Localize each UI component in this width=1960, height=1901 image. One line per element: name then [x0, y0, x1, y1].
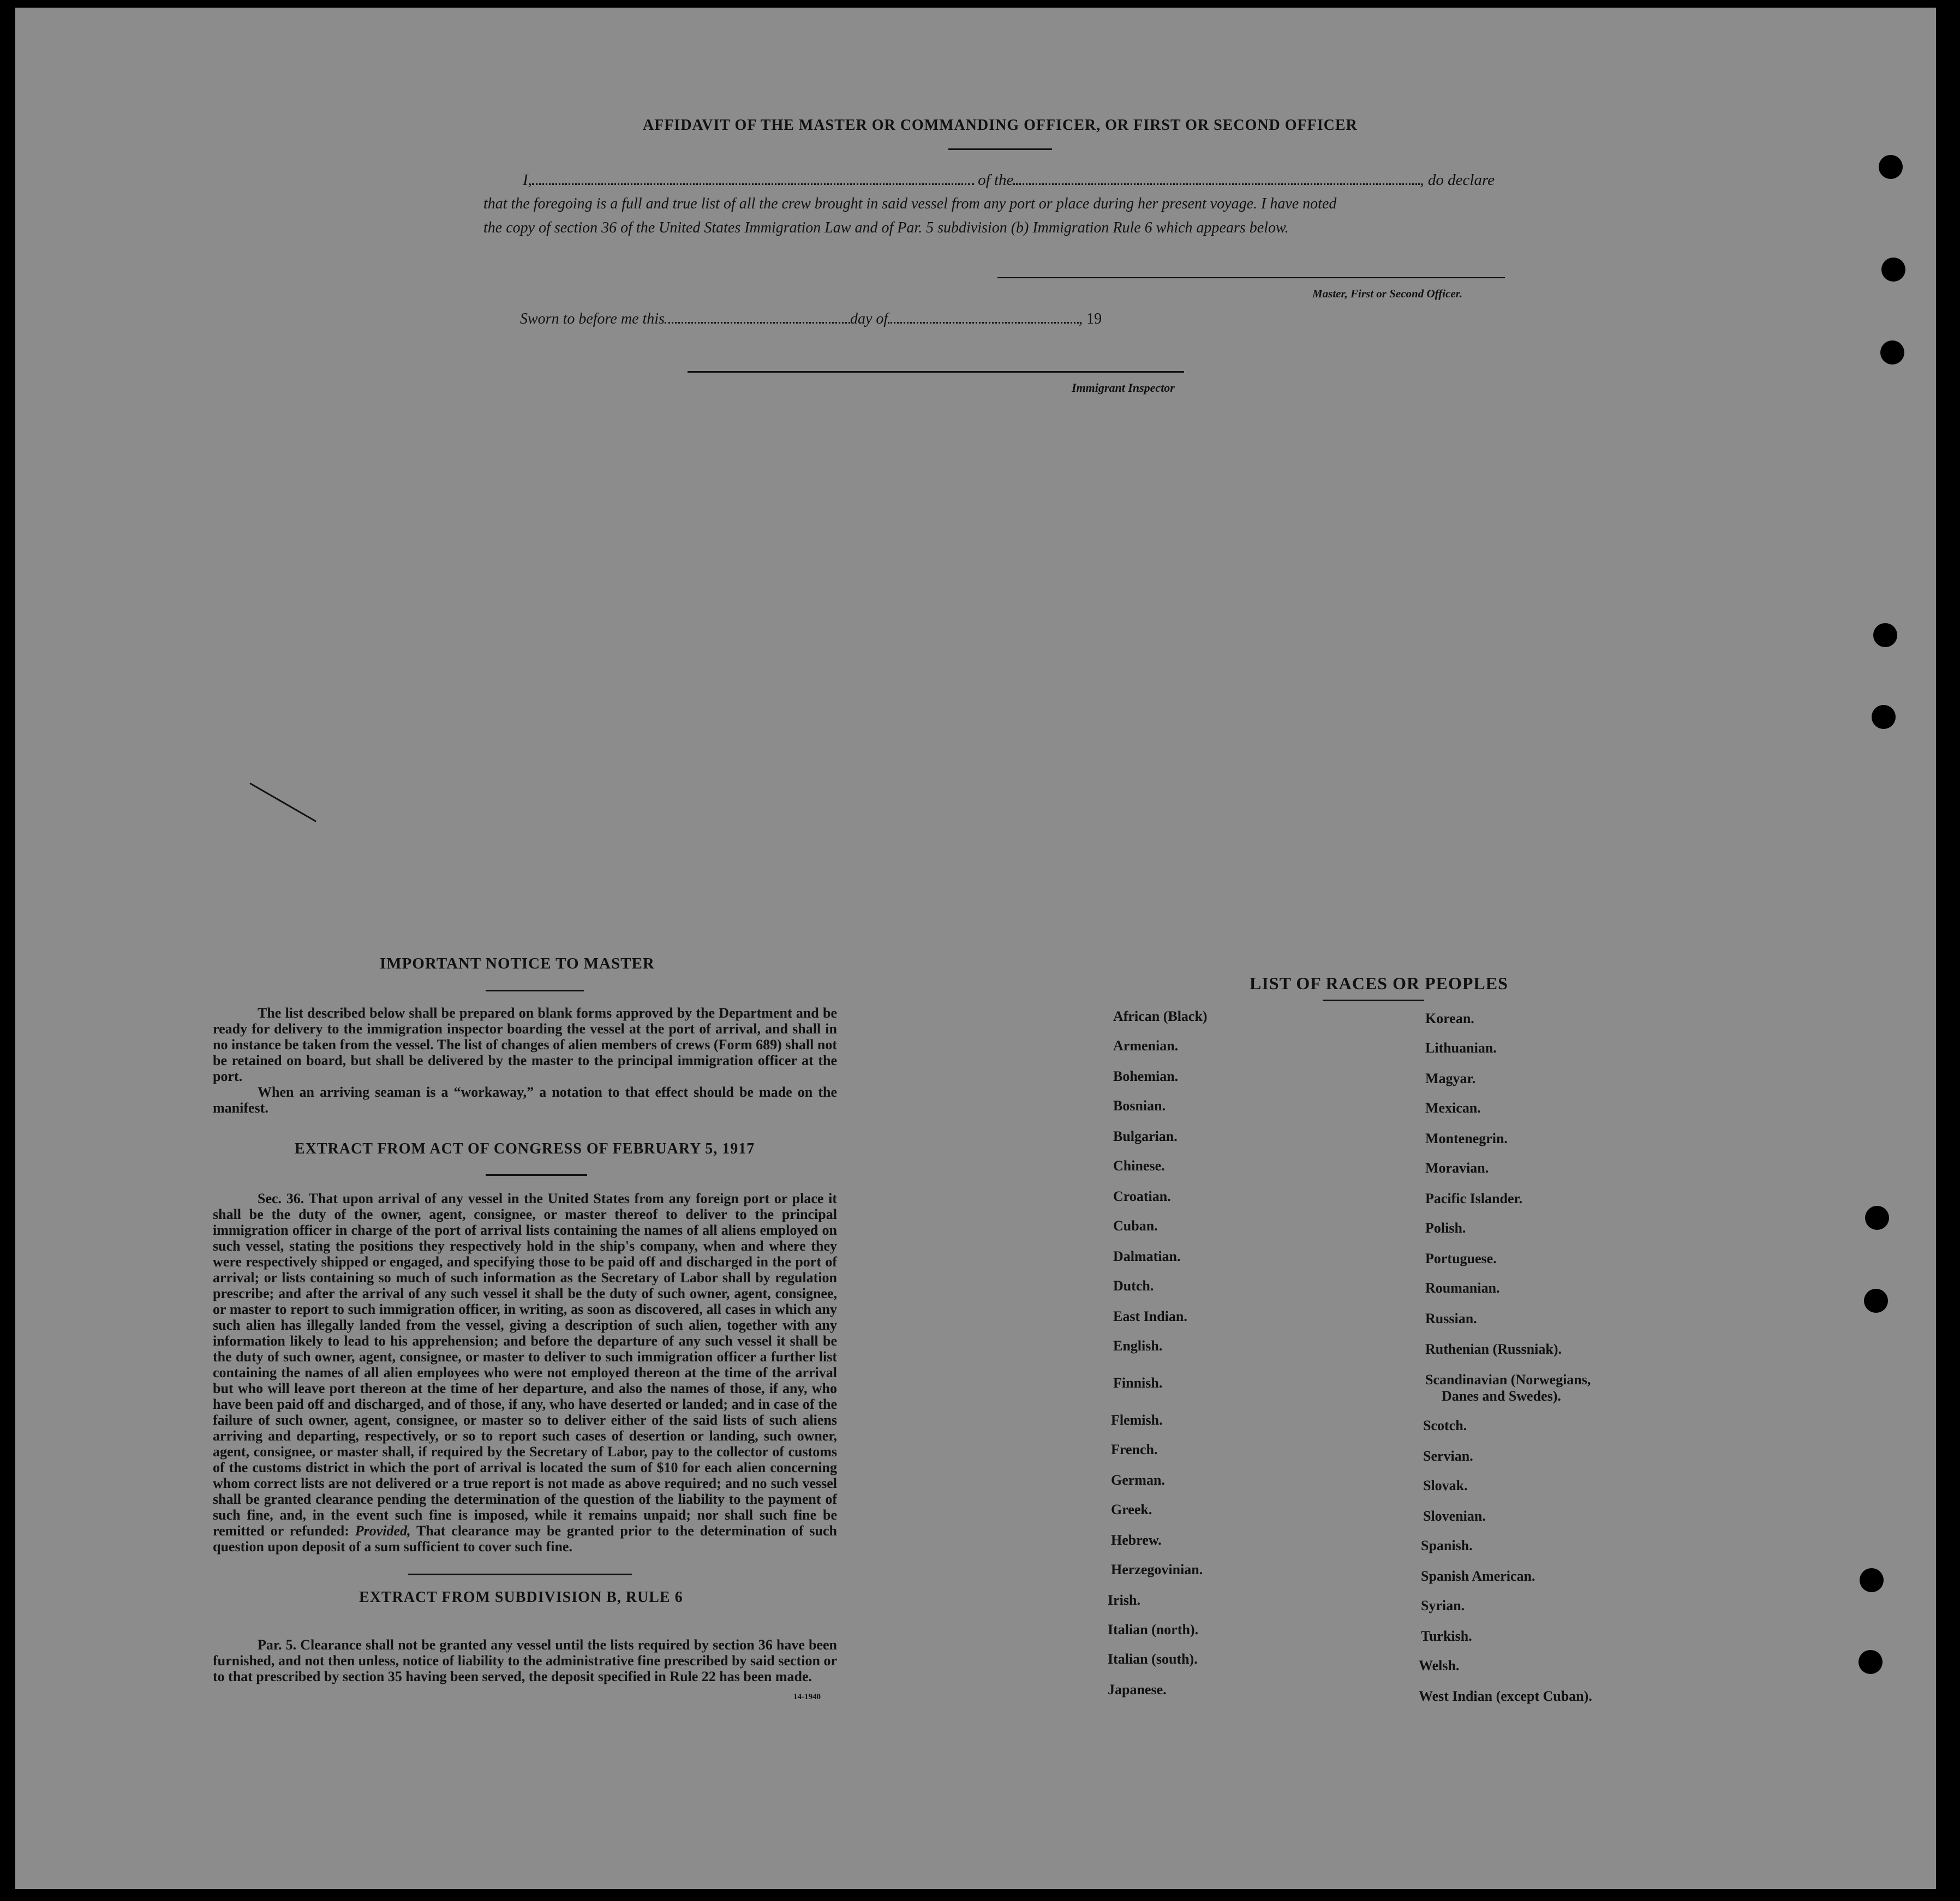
- inspector-label: Immigrant Inspector: [1072, 381, 1175, 394]
- race-item: Lithuanian.: [1425, 1040, 1497, 1056]
- race-item: Syrian.: [1421, 1598, 1465, 1613]
- race-item: English.: [1113, 1338, 1163, 1354]
- race-item: Portuguese.: [1425, 1251, 1497, 1266]
- act-paragraph: [213, 1191, 837, 1555]
- rule-title: EXTRACT FROM SUBDIVISION B, RULE 6: [359, 1589, 683, 1606]
- act-provided-label: Provided,: [355, 1523, 411, 1539]
- rule-separator: [408, 1574, 632, 1575]
- race-item: Danes and Swedes).: [1442, 1388, 1561, 1404]
- notice-underline: [486, 990, 584, 991]
- notice-title: IMPORTANT NOTICE TO MASTER: [380, 955, 655, 972]
- sworn-month-blank[interactable]: [888, 309, 1079, 324]
- document-page: [15, 8, 1936, 1889]
- name-blank[interactable]: [532, 170, 974, 185]
- race-item: Irish.: [1108, 1592, 1140, 1608]
- race-item: Greek.: [1111, 1502, 1152, 1517]
- race-item: Armenian.: [1113, 1038, 1179, 1054]
- act-title: EXTRACT FROM ACT OF CONGRESS OF FEBRUARY 5, 1917: [295, 1140, 755, 1157]
- binder-hole: [1859, 1650, 1883, 1674]
- inspector-signature-line[interactable]: [688, 371, 1184, 373]
- race-item: Polish.: [1425, 1220, 1466, 1236]
- binder-hole: [1880, 340, 1904, 364]
- race-item: Cuban.: [1113, 1218, 1158, 1234]
- sworn-year: , 19: [1079, 310, 1102, 327]
- race-item: Korean.: [1425, 1011, 1474, 1026]
- binder-hole: [1879, 155, 1903, 179]
- act-body: [213, 1191, 837, 1555]
- race-item: Finnish.: [1113, 1375, 1163, 1391]
- race-item: Flemish.: [1111, 1412, 1163, 1428]
- race-item: Hebrew.: [1111, 1532, 1162, 1548]
- notice-body: [213, 1005, 837, 1116]
- race-item: African (Black): [1113, 1008, 1208, 1024]
- races-title: LIST OF RACES OR PEOPLES: [1250, 973, 1508, 993]
- race-item: Bulgarian.: [1113, 1128, 1178, 1144]
- race-item: Mexican.: [1425, 1100, 1481, 1116]
- race-item: Roumanian.: [1425, 1280, 1500, 1296]
- binder-hole: [1881, 258, 1905, 282]
- race-item: Montenegrin.: [1425, 1131, 1508, 1146]
- race-item: Servian.: [1423, 1448, 1473, 1464]
- race-item: Pacific Islander.: [1425, 1191, 1523, 1206]
- binder-hole: [1872, 705, 1896, 729]
- race-item: East Indian.: [1113, 1308, 1187, 1324]
- affidavit-line-1: [523, 170, 1495, 189]
- sworn-line: [520, 309, 1102, 328]
- race-item: Spanish American.: [1421, 1568, 1535, 1584]
- race-item: Spanish.: [1421, 1538, 1473, 1553]
- rule-body: [213, 1637, 837, 1684]
- title-underline: [948, 148, 1052, 150]
- race-item: Bosnian.: [1113, 1098, 1166, 1114]
- sworn-day-blank[interactable]: [665, 309, 850, 324]
- master-signature-line[interactable]: [997, 277, 1505, 278]
- race-item: Welsh.: [1419, 1658, 1460, 1673]
- race-item: Japanese.: [1108, 1682, 1167, 1697]
- sworn-prefix: Sworn to before me this: [520, 310, 665, 327]
- affidavit-of-the-label: of the: [978, 171, 1014, 189]
- notice-paragraph-2: When an arriving seaman is a “workaway,” a notation to that effect should be made on the manifest.: [213, 1084, 837, 1116]
- race-item: German.: [1111, 1472, 1165, 1488]
- races-underline: [1323, 1000, 1424, 1001]
- act-sec-label: Sec. 36.: [258, 1191, 304, 1206]
- race-item: West Indian (except Cuban).: [1419, 1688, 1592, 1704]
- race-item: Dalmatian.: [1113, 1248, 1181, 1264]
- vessel-blank[interactable]: [1013, 170, 1420, 185]
- affidavit-line-3: the copy of section 36 of the United States Immigration Law and of Par. 5 subdivision (b) Immigration Rule 6 which appears below.: [483, 219, 1289, 236]
- notice-paragraph-1: The list described below shall be prepared on blank forms approved by the Department and be ready for delivery to the immigration inspector boarding the vessel at the port of arrival, and shall in no instance be taken from the vessel. The list of changes of alien members of crews (Form 689) shall not be retained on board, but shall be delivered by the master to the principal immigration officer at the port.: [213, 1005, 837, 1084]
- binder-hole: [1865, 1206, 1889, 1230]
- stray-mark: [249, 782, 316, 822]
- form-number: 14-1940: [793, 1693, 821, 1701]
- race-item: French.: [1111, 1442, 1158, 1457]
- affidavit-declare-label: , do declare: [1420, 171, 1495, 189]
- race-item: Herzegovinian.: [1111, 1562, 1203, 1577]
- race-item: Slovak.: [1423, 1478, 1468, 1493]
- race-item: Scandinavian (Norwegians,: [1425, 1372, 1591, 1388]
- race-item: Slovenian.: [1423, 1508, 1486, 1524]
- race-item: Italian (south).: [1108, 1651, 1198, 1667]
- sworn-day-of: day of: [850, 310, 888, 327]
- affidavit-title: AFFIDAVIT OF THE MASTER OR COMMANDING OFFICER, OR FIRST OR SECOND OFFICER: [643, 117, 1358, 134]
- master-signature-label: Master, First or Second Officer.: [1312, 287, 1462, 300]
- binder-hole: [1864, 1289, 1888, 1313]
- race-item: Magyar.: [1425, 1071, 1476, 1086]
- race-item: Croatian.: [1113, 1188, 1171, 1204]
- affidavit-i-label: I,: [523, 171, 532, 189]
- race-item: Italian (north).: [1108, 1622, 1199, 1637]
- race-item: Dutch.: [1113, 1278, 1154, 1294]
- act-text-end: That clearance may be granted prior to the determination of such question upon deposit of a sum sufficient to cover such fine.: [213, 1523, 837, 1555]
- race-item: Ruthenian (Russniak).: [1425, 1341, 1562, 1357]
- race-item: Turkish.: [1421, 1628, 1472, 1644]
- affidavit-line-2: that the foregoing is a full and true list of all the crew brought in said vessel from any port or place during her present voyage. I have noted: [483, 195, 1337, 212]
- rule-paragraph: Par. 5. Clearance shall not be granted any vessel until the lists required by section 36 have been furnished, and not then unless, notice of liability to the administrative fine prescribed by said section or to that prescribed by section 35 having been served, the deposit specified in Rule 22 has been made.: [213, 1637, 837, 1684]
- race-item: Scotch.: [1423, 1418, 1467, 1433]
- binder-hole: [1873, 623, 1897, 647]
- binder-hole: [1860, 1568, 1884, 1592]
- act-underline: [486, 1174, 587, 1176]
- race-item: Russian.: [1425, 1311, 1477, 1326]
- race-item: Moravian.: [1425, 1160, 1489, 1176]
- act-text: That upon arrival of any vessel in the United States from any foreign port or place it shall be the duty of the owner, agent, consignee, or master thereof to deliver to the principal immigration officer in charge of the port of arrival lists containing the names of all aliens employed on such vessel, stating the positions they respectively hold in the ship's company, when and where they were respectively shipped or engaged, and specifying those to be paid off and discharged in the port of arrival; or lists containing so much of such information as the Secretary of Labor shall by regulation prescribe; and after the arrival of any such vessel it shall be the duty of such owner, agent, consignee, or master to report to such immigration officer, in writing, as soon as discovered, all cases in which any such alien has illegally landed from the vessel, giving a description of such alien, together with any information likely to lead to his apprehension; and before the departure of any such vessel it shall be the duty of such owner, agent, consignee, or master to deliver to such immigration officer a further list containing the names of all alien employees who were not employed thereon at the time of the arrival but who will leave port thereon at the time of her departure, and also the names of those, if any, who have been paid off and discharged, and of those, if any, who have deserted or landed; and in case of the failure of such owner, agent, consignee, or master so to deliver either of the said lists of such aliens arriving and departing, respectively, or so to report such cases of desertion or landing, such owner, agent, consignee, or master shall, if required by the Secretary of Labor, pay to the collector of customs of the customs district in which the port of arrival is located the sum of $10 for each alien concerning whom correct lists are not delivered or a true report is not made as above required; and no such vessel shall be granted clearance pending the determination of the question of the liability to the payment of such fine, and, in the event such fine is imposed, while it remains unpaid; nor shall such fine be remitted or refunded:: [213, 1191, 838, 1539]
- race-item: Bohemian.: [1113, 1068, 1179, 1084]
- race-item: Chinese.: [1113, 1158, 1165, 1174]
